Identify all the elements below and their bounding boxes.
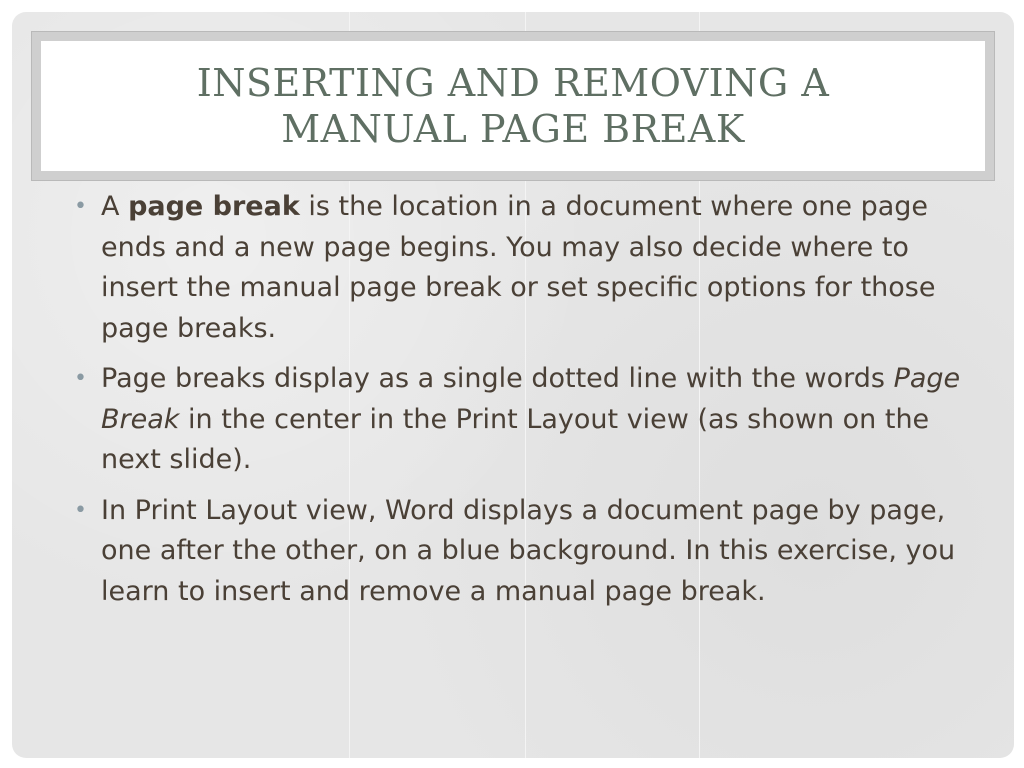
bullet-list <box>72 187 972 612</box>
bullet-text-prefix: Page breaks display as a single dotted line with the words <box>101 363 894 394</box>
bullet-text-prefix: A <box>101 191 129 222</box>
slide <box>12 12 1014 758</box>
title-line-1: INSERTING AND REMOVING A <box>196 61 830 105</box>
slide-body <box>72 187 972 622</box>
slide-title <box>197 60 830 152</box>
bullet-icon: • <box>74 366 87 391</box>
title-box <box>41 41 985 171</box>
title-line-2: MANUAL PAGE BREAK <box>281 107 745 151</box>
bullet-text-suffix: is the location in a document where one page ends and a new page begins. You may also decide where to insert the manual page break or set specific options for those page breaks. <box>101 191 936 344</box>
title-frame <box>31 31 995 181</box>
bullet-icon: • <box>74 194 87 219</box>
bullet-text-bold: page break <box>128 191 300 222</box>
bullet-text-suffix: in the center in the Print Layout view (as shown on the next slide). <box>101 403 930 475</box>
bullet-text: In Print Layout view, Word displays a document page by page, one after the other, on a blue background. In this exercise, you learn to insert and remove a manual page break. <box>101 494 956 607</box>
bullet-item <box>72 491 972 613</box>
bullet-icon: • <box>74 497 87 523</box>
bullet-item <box>72 359 972 481</box>
bullet-text-italic: Page Break <box>101 363 961 435</box>
bullet-item <box>72 187 972 349</box>
